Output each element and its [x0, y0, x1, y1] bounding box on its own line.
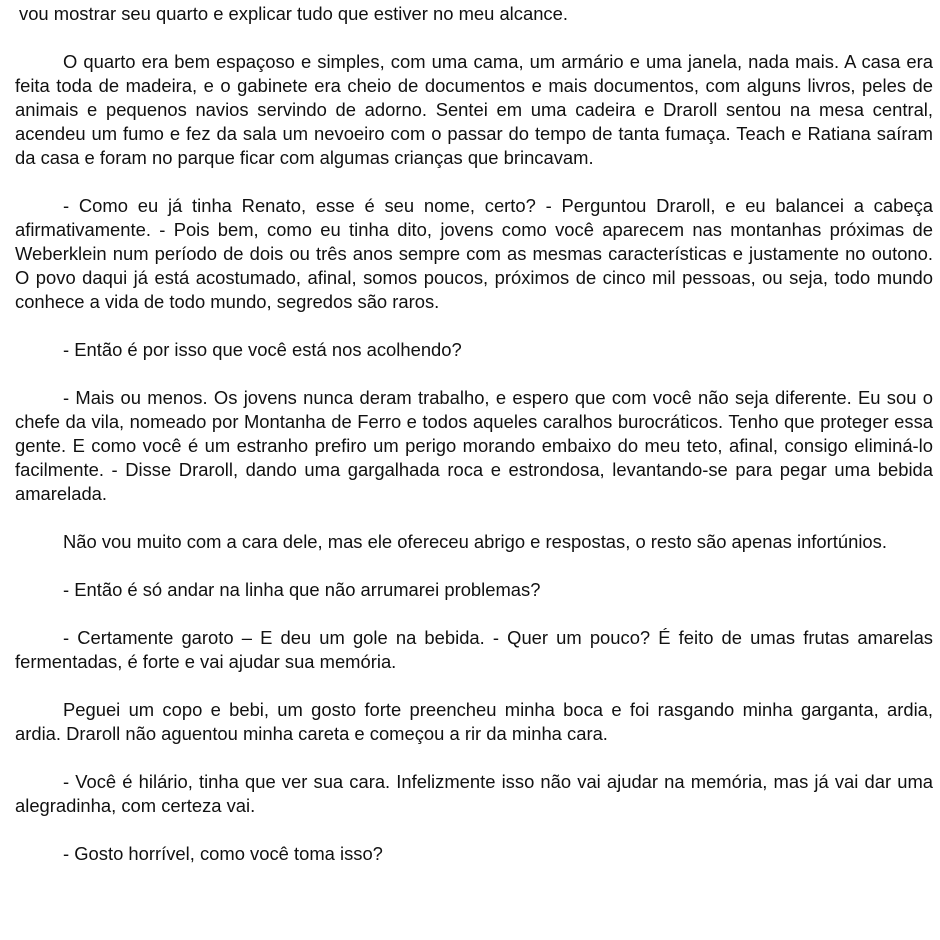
document-page — [15, 2, 933, 890]
paragraph: - Certamente garoto – E deu um gole na bebida. - Quer um pouco? É feito de umas frutas amarelas fermentadas, é forte e vai ajudar sua memória. — [15, 627, 933, 672]
paragraph: vou mostrar seu quarto e explicar tudo que estiver no meu alcance. — [19, 3, 568, 24]
paragraph: Não vou muito com a cara dele, mas ele ofereceu abrigo e respostas, o resto são apenas infortúnios. — [63, 531, 887, 552]
paragraph: - Como eu já tinha Renato, esse é seu nome, certo? - Perguntou Draroll, e eu balancei a cabeça afirmativamente. - Pois bem, como eu tinha dito, jovens como você aparecem nas montanhas próximas de Weberklein num período de dois ou três anos sempre com as mesmas características e justamente no outono. O povo daqui já está acostumado, afinal, somos poucos, próximos de cinco mil pessoas, ou seja, todo mundo conhece a vida de todo mundo, segredos são raros. — [15, 195, 933, 312]
paragraph: Peguei um copo e bebi, um gosto forte preencheu minha boca e foi rasgando minha garganta, ardia, ardia. Draroll não aguentou minha careta e começou a rir da minha cara. — [15, 699, 933, 744]
paragraph: O quarto era bem espaçoso e simples, com uma cama, um armário e uma janela, nada mais. A casa era feita toda de madeira, e o gabinete era cheio de documentos e mais documentos, com alguns livros, peles de animais e pequenos navios servindo de adorno. Sentei em uma cadeira e Draroll sentou na mesa central, acendeu um fumo e fez da sala um nevoeiro com o passar do tempo de tanta fumaça. Teach e Ratiana saíram da casa e foram no parque ficar com algumas crianças que brincavam. — [15, 51, 933, 168]
paragraph: - Você é hilário, tinha que ver sua cara. Infelizmente isso não vai ajudar na memória, mas já vai dar uma alegradinha, com certeza vai. — [15, 771, 933, 816]
paragraph: - Então é por isso que você está nos acolhendo? — [63, 339, 462, 360]
paragraph: - Gosto horrível, como você toma isso? — [63, 843, 383, 864]
paragraph: - Então é só andar na linha que não arrumarei problemas? — [63, 579, 541, 600]
paragraph: - Mais ou menos. Os jovens nunca deram trabalho, e espero que com você não seja diferente. Eu sou o chefe da vila, nomeado por Montanha de Ferro e todos aqueles caralhos burocráticos. Tenho que proteger essa gente. E como você é um estranho prefiro um perigo morando embaixo do meu teto, afinal, consigo eliminá-lo facilmente. - Disse Draroll, dando uma gargalhada roca e estrondosa, levantando-se para pegar uma bebida amarelada. — [15, 387, 933, 504]
